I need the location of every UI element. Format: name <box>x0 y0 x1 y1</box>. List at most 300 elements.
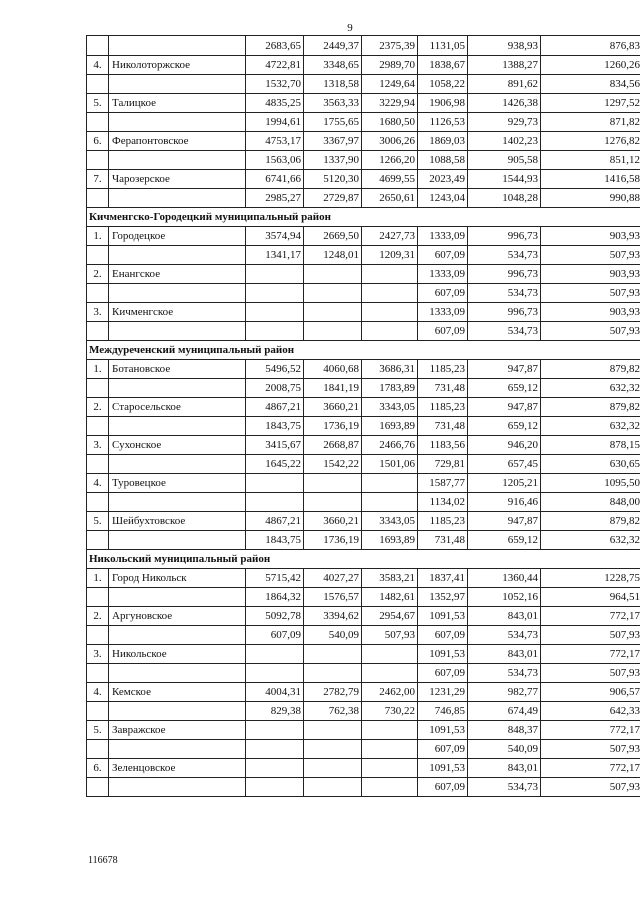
value-cell: 1563,06 <box>246 151 304 170</box>
row-index: 4. <box>87 683 109 702</box>
value-cell: 731,48 <box>418 531 468 550</box>
value-cell: 4722,81 <box>246 56 304 75</box>
table-row <box>87 113 640 132</box>
value-cell: 674,49 <box>468 702 541 721</box>
tariff-table <box>86 35 640 797</box>
value-cell: 3394,62 <box>304 607 362 626</box>
value-cell: 906,57 <box>541 683 640 702</box>
table-row <box>87 189 640 208</box>
value-cell: 657,45 <box>468 455 541 474</box>
table-row <box>87 493 640 512</box>
table-row <box>87 721 640 740</box>
table-row <box>87 75 640 94</box>
value-cell: 947,87 <box>468 512 541 531</box>
page-number: 9 <box>347 22 353 34</box>
table-row <box>87 132 640 151</box>
settlement-name <box>109 740 246 759</box>
settlement-name: Николоторжское <box>109 56 246 75</box>
value-cell <box>304 778 362 797</box>
table-row <box>87 246 640 265</box>
value-cell: 1091,53 <box>418 721 468 740</box>
table-row <box>87 626 640 645</box>
value-cell: 879,82 <box>541 512 640 531</box>
value-cell: 3229,94 <box>362 94 418 113</box>
value-cell: 916,46 <box>468 493 541 512</box>
value-cell: 879,82 <box>541 398 640 417</box>
settlement-name: Ферапонтовское <box>109 132 246 151</box>
section-header-row <box>87 208 640 227</box>
row-index <box>87 493 109 512</box>
table-row <box>87 474 640 493</box>
value-cell: 4867,21 <box>246 398 304 417</box>
value-cell: 1248,01 <box>304 246 362 265</box>
value-cell: 1755,65 <box>304 113 362 132</box>
value-cell: 1841,19 <box>304 379 362 398</box>
row-index: 6. <box>87 759 109 778</box>
settlement-name <box>109 702 246 721</box>
value-cell: 4753,17 <box>246 132 304 151</box>
value-cell: 772,17 <box>541 721 640 740</box>
value-cell: 1091,53 <box>418 607 468 626</box>
table-row <box>87 531 640 550</box>
value-cell: 731,48 <box>418 417 468 436</box>
row-index <box>87 246 109 265</box>
settlement-name <box>109 379 246 398</box>
row-index <box>87 322 109 341</box>
value-cell: 2954,67 <box>362 607 418 626</box>
value-cell: 1783,89 <box>362 379 418 398</box>
value-cell <box>304 645 362 664</box>
value-cell: 1131,05 <box>418 36 468 56</box>
value-cell: 507,93 <box>541 284 640 303</box>
value-cell: 607,09 <box>418 322 468 341</box>
value-cell: 1260,26 <box>541 56 640 75</box>
value-cell: 1088,58 <box>418 151 468 170</box>
value-cell: 1869,03 <box>418 132 468 151</box>
value-cell: 1994,61 <box>246 113 304 132</box>
value-cell: 3563,33 <box>304 94 362 113</box>
value-cell: 2427,73 <box>362 227 418 246</box>
value-cell: 1341,17 <box>246 246 304 265</box>
value-cell: 1693,89 <box>362 531 418 550</box>
table-row <box>87 379 640 398</box>
value-cell: 1091,53 <box>418 645 468 664</box>
settlement-name: Чарозерское <box>109 170 246 189</box>
value-cell: 507,93 <box>541 778 640 797</box>
row-index: 5. <box>87 94 109 113</box>
value-cell: 507,93 <box>541 664 640 683</box>
row-index: 1. <box>87 360 109 379</box>
table-row <box>87 36 640 56</box>
settlement-name <box>109 189 246 208</box>
value-cell: 891,62 <box>468 75 541 94</box>
value-cell <box>304 493 362 512</box>
row-index: 4. <box>87 474 109 493</box>
value-cell: 607,09 <box>418 246 468 265</box>
value-cell: 3367,97 <box>304 132 362 151</box>
table-row <box>87 778 640 797</box>
value-cell <box>304 721 362 740</box>
table-row <box>87 303 640 322</box>
settlement-name: Никольское <box>109 645 246 664</box>
value-cell: 1185,23 <box>418 398 468 417</box>
row-index <box>87 417 109 436</box>
value-cell: 762,38 <box>304 702 362 721</box>
value-cell: 1266,20 <box>362 151 418 170</box>
value-cell: 6741,66 <box>246 170 304 189</box>
value-cell: 1243,04 <box>418 189 468 208</box>
value-cell: 3660,21 <box>304 512 362 531</box>
table-row <box>87 360 640 379</box>
row-index <box>87 531 109 550</box>
value-cell: 3343,05 <box>362 512 418 531</box>
value-cell: 772,17 <box>541 759 640 778</box>
section-title: Никольский муниципальный район <box>87 550 640 569</box>
value-cell: 1402,23 <box>468 132 541 151</box>
value-cell: 2375,39 <box>362 36 418 56</box>
value-cell: 507,93 <box>541 740 640 759</box>
settlement-name <box>109 417 246 436</box>
value-cell <box>246 493 304 512</box>
value-cell: 3343,05 <box>362 398 418 417</box>
settlement-name: Зеленцовское <box>109 759 246 778</box>
value-cell: 1680,50 <box>362 113 418 132</box>
row-index: 7. <box>87 170 109 189</box>
value-cell: 1183,56 <box>418 436 468 455</box>
value-cell: 2729,87 <box>304 189 362 208</box>
value-cell: 2008,75 <box>246 379 304 398</box>
value-cell: 4060,68 <box>304 360 362 379</box>
value-cell: 1249,64 <box>362 75 418 94</box>
row-index <box>87 740 109 759</box>
value-cell: 1333,09 <box>418 265 468 284</box>
value-cell: 1843,75 <box>246 531 304 550</box>
value-cell: 843,01 <box>468 645 541 664</box>
table-row <box>87 664 640 683</box>
value-cell: 1318,58 <box>304 75 362 94</box>
settlement-name <box>109 284 246 303</box>
value-cell: 1333,09 <box>418 227 468 246</box>
value-cell: 4699,55 <box>362 170 418 189</box>
value-cell: 879,82 <box>541 360 640 379</box>
value-cell: 982,77 <box>468 683 541 702</box>
value-cell: 607,09 <box>418 740 468 759</box>
value-cell: 996,73 <box>468 227 541 246</box>
value-cell: 4835,25 <box>246 94 304 113</box>
table-row <box>87 417 640 436</box>
row-index <box>87 36 109 56</box>
value-cell: 843,01 <box>468 607 541 626</box>
value-cell: 607,09 <box>418 778 468 797</box>
value-cell <box>362 740 418 759</box>
table-row <box>87 569 640 588</box>
row-index: 5. <box>87 512 109 531</box>
value-cell: 507,93 <box>362 626 418 645</box>
table-row <box>87 265 640 284</box>
table-row <box>87 322 640 341</box>
value-cell: 1297,52 <box>541 94 640 113</box>
value-cell: 1542,22 <box>304 455 362 474</box>
value-cell: 659,12 <box>468 417 541 436</box>
settlement-name: Кичменгское <box>109 303 246 322</box>
row-index <box>87 379 109 398</box>
value-cell: 3574,94 <box>246 227 304 246</box>
value-cell: 848,00 <box>541 493 640 512</box>
value-cell: 507,93 <box>541 322 640 341</box>
table-row <box>87 151 640 170</box>
settlement-name: Талицкое <box>109 94 246 113</box>
value-cell: 5496,52 <box>246 360 304 379</box>
row-index <box>87 189 109 208</box>
row-index: 3. <box>87 436 109 455</box>
value-cell: 1231,29 <box>418 683 468 702</box>
value-cell: 642,33 <box>541 702 640 721</box>
table-row <box>87 702 640 721</box>
value-cell: 2462,00 <box>362 683 418 702</box>
section-header-row <box>87 550 640 569</box>
value-cell: 772,17 <box>541 607 640 626</box>
value-cell: 2466,76 <box>362 436 418 455</box>
value-cell: 730,22 <box>362 702 418 721</box>
value-cell: 2449,37 <box>304 36 362 56</box>
value-cell: 1360,44 <box>468 569 541 588</box>
value-cell: 1587,77 <box>418 474 468 493</box>
settlement-name <box>109 531 246 550</box>
value-cell: 607,09 <box>418 284 468 303</box>
settlement-name: Старосельское <box>109 398 246 417</box>
value-cell: 3006,26 <box>362 132 418 151</box>
settlement-name: Город Никольск <box>109 569 246 588</box>
section-header-row <box>87 341 640 360</box>
section-title: Междуреченский муниципальный район <box>87 341 640 360</box>
table-row <box>87 607 640 626</box>
value-cell: 1736,19 <box>304 417 362 436</box>
value-cell: 632,32 <box>541 379 640 398</box>
value-cell: 903,93 <box>541 227 640 246</box>
table-row <box>87 398 640 417</box>
value-cell: 3686,31 <box>362 360 418 379</box>
value-cell <box>362 265 418 284</box>
value-cell: 3348,65 <box>304 56 362 75</box>
row-index: 2. <box>87 607 109 626</box>
value-cell: 1185,23 <box>418 512 468 531</box>
value-cell: 996,73 <box>468 303 541 322</box>
value-cell <box>362 322 418 341</box>
value-cell <box>246 303 304 322</box>
value-cell <box>362 759 418 778</box>
value-cell: 632,32 <box>541 417 640 436</box>
value-cell: 534,73 <box>468 322 541 341</box>
value-cell: 2985,27 <box>246 189 304 208</box>
value-cell <box>362 721 418 740</box>
settlement-name <box>109 36 246 56</box>
value-cell: 1426,38 <box>468 94 541 113</box>
value-cell: 1532,70 <box>246 75 304 94</box>
value-cell: 1501,06 <box>362 455 418 474</box>
value-cell: 851,12 <box>541 151 640 170</box>
value-cell: 3415,67 <box>246 436 304 455</box>
value-cell: 507,93 <box>541 626 640 645</box>
value-cell: 947,87 <box>468 398 541 417</box>
value-cell <box>246 474 304 493</box>
value-cell <box>362 664 418 683</box>
value-cell: 1864,32 <box>246 588 304 607</box>
value-cell: 843,01 <box>468 759 541 778</box>
value-cell: 2782,79 <box>304 683 362 702</box>
value-cell <box>304 265 362 284</box>
table-row <box>87 512 640 531</box>
value-cell: 903,93 <box>541 265 640 284</box>
row-index: 6. <box>87 132 109 151</box>
value-cell: 1337,90 <box>304 151 362 170</box>
settlement-name: Завражское <box>109 721 246 740</box>
table-row <box>87 94 640 113</box>
row-index <box>87 664 109 683</box>
value-cell: 1134,02 <box>418 493 468 512</box>
value-cell <box>362 284 418 303</box>
table-row <box>87 740 640 759</box>
value-cell: 905,58 <box>468 151 541 170</box>
value-cell: 659,12 <box>468 531 541 550</box>
value-cell: 2669,50 <box>304 227 362 246</box>
value-cell: 1838,67 <box>418 56 468 75</box>
value-cell: 946,20 <box>468 436 541 455</box>
value-cell: 5715,42 <box>246 569 304 588</box>
row-index <box>87 113 109 132</box>
value-cell: 990,88 <box>541 189 640 208</box>
settlement-name: Туровецкое <box>109 474 246 493</box>
value-cell <box>304 474 362 493</box>
table-row <box>87 645 640 664</box>
value-cell <box>246 759 304 778</box>
table-row <box>87 170 640 189</box>
settlement-name: Кемское <box>109 683 246 702</box>
value-cell <box>362 778 418 797</box>
table-row <box>87 588 640 607</box>
value-cell: 1048,28 <box>468 189 541 208</box>
value-cell: 3660,21 <box>304 398 362 417</box>
value-cell: 1095,50 <box>541 474 640 493</box>
row-index: 3. <box>87 303 109 322</box>
value-cell <box>246 778 304 797</box>
value-cell <box>362 493 418 512</box>
document-code: 116678 <box>88 855 118 866</box>
value-cell: 607,09 <box>418 664 468 683</box>
value-cell: 1185,23 <box>418 360 468 379</box>
row-index: 1. <box>87 569 109 588</box>
value-cell: 1416,58 <box>541 170 640 189</box>
value-cell: 534,73 <box>468 284 541 303</box>
row-index: 3. <box>87 645 109 664</box>
value-cell <box>246 721 304 740</box>
value-cell: 4004,31 <box>246 683 304 702</box>
value-cell: 540,09 <box>468 740 541 759</box>
settlement-name <box>109 246 246 265</box>
value-cell: 1837,41 <box>418 569 468 588</box>
value-cell: 1576,57 <box>304 588 362 607</box>
value-cell: 1388,27 <box>468 56 541 75</box>
table-row <box>87 683 640 702</box>
value-cell: 2668,87 <box>304 436 362 455</box>
value-cell: 772,17 <box>541 645 640 664</box>
table-row <box>87 227 640 246</box>
value-cell: 834,56 <box>541 75 640 94</box>
row-index <box>87 455 109 474</box>
settlement-name <box>109 113 246 132</box>
value-cell: 2683,65 <box>246 36 304 56</box>
value-cell <box>362 303 418 322</box>
value-cell: 878,15 <box>541 436 640 455</box>
value-cell: 540,09 <box>304 626 362 645</box>
value-cell <box>304 740 362 759</box>
settlement-name <box>109 151 246 170</box>
value-cell <box>304 759 362 778</box>
table-body <box>87 36 640 797</box>
table-row <box>87 284 640 303</box>
table-row <box>87 455 640 474</box>
value-cell: 871,82 <box>541 113 640 132</box>
table-row <box>87 436 640 455</box>
value-cell: 1126,53 <box>418 113 468 132</box>
value-cell: 938,93 <box>468 36 541 56</box>
value-cell: 1693,89 <box>362 417 418 436</box>
settlement-name <box>109 75 246 94</box>
value-cell: 996,73 <box>468 265 541 284</box>
section-title: Кичменгско-Городецкий муниципальный район <box>87 208 640 227</box>
value-cell <box>304 303 362 322</box>
row-index: 2. <box>87 265 109 284</box>
settlement-name <box>109 588 246 607</box>
value-cell <box>246 322 304 341</box>
settlement-name: Енангское <box>109 265 246 284</box>
value-cell: 3583,21 <box>362 569 418 588</box>
value-cell: 534,73 <box>468 778 541 797</box>
value-cell <box>362 474 418 493</box>
value-cell: 534,73 <box>468 626 541 645</box>
value-cell: 1276,82 <box>541 132 640 151</box>
value-cell: 659,12 <box>468 379 541 398</box>
settlement-name <box>109 626 246 645</box>
value-cell: 2023,49 <box>418 170 468 189</box>
settlement-name <box>109 493 246 512</box>
row-index <box>87 75 109 94</box>
value-cell: 1058,22 <box>418 75 468 94</box>
value-cell <box>246 645 304 664</box>
value-cell: 829,38 <box>246 702 304 721</box>
row-index <box>87 284 109 303</box>
settlement-name <box>109 778 246 797</box>
settlement-name: Городецкое <box>109 227 246 246</box>
row-index: 5. <box>87 721 109 740</box>
value-cell: 1228,75 <box>541 569 640 588</box>
table-row <box>87 56 640 75</box>
value-cell: 2989,70 <box>362 56 418 75</box>
value-cell: 964,51 <box>541 588 640 607</box>
row-index: 1. <box>87 227 109 246</box>
table-row <box>87 759 640 778</box>
value-cell: 746,85 <box>418 702 468 721</box>
value-cell <box>246 740 304 759</box>
settlement-name: Сухонское <box>109 436 246 455</box>
row-index <box>87 626 109 645</box>
row-index <box>87 151 109 170</box>
value-cell: 1544,93 <box>468 170 541 189</box>
value-cell <box>246 284 304 303</box>
value-cell <box>304 322 362 341</box>
value-cell <box>246 664 304 683</box>
value-cell: 1352,97 <box>418 588 468 607</box>
value-cell: 1333,09 <box>418 303 468 322</box>
